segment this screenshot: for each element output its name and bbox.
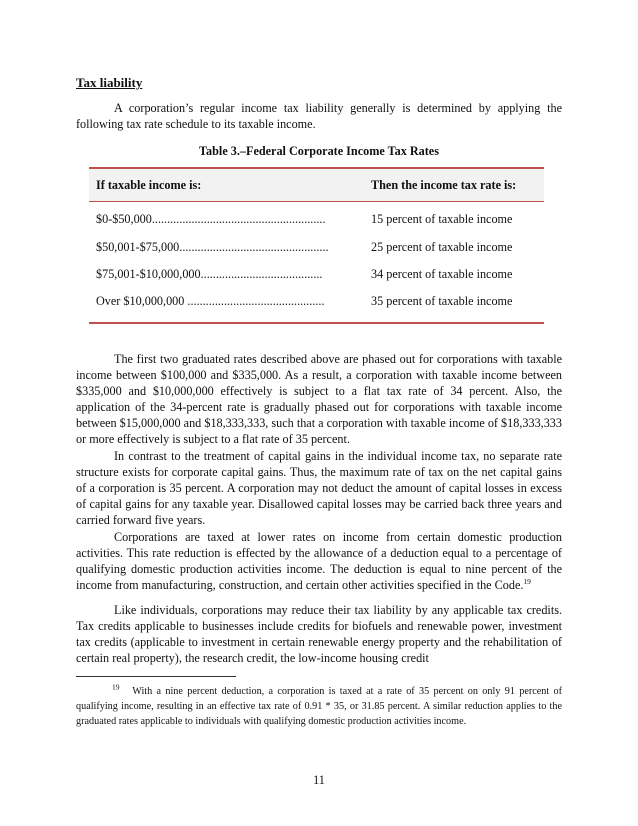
- footnote-separator: [76, 676, 236, 677]
- table-title: Table 3.–Federal Corporate Income Tax Rates: [199, 144, 439, 158]
- footnote-text: With a nine percent deduction, a corporation is taxed at a rate of 35 percent on only 91 percent of qualifying income, resulting in an effective tax rate of 0.91 * 35, or 31.85 percent. A similar reduction applies to the graduated rates applicable to individuals with qualifying domestic production activities income.: [76, 686, 562, 728]
- section-heading: Tax liability: [76, 75, 143, 90]
- footnote-reference[interactable]: 19: [523, 577, 531, 587]
- income-bracket: $50,001-$75,000.................................................: [96, 240, 329, 254]
- table-row: [96, 267, 526, 283]
- footnote: [76, 684, 562, 730]
- footnote-marker: 19: [112, 682, 120, 692]
- paragraph-text: Corporations are taxed at lower rates on income from certain domestic production activities. This rate reduction is effected by the allowance of a deduction equal to a percentage of qualifying domestic production activities income. The deduction is equal to nine percent of the income from manufacturing, construction, and certain other activities specified in the Code.: [76, 530, 562, 593]
- table-bottom-rule: [89, 322, 544, 324]
- body-paragraph: The first two graduated rates described above are phased out for corporations with taxable income between $100,000 and $335,000. As a result, a corporation with taxable income between $335,000 and $10,000,000 effectively is subject to a flat tax rate of 34 percent. Also, the application of the 34-percent rate is gradually phased out for corporations with taxable income between $15,000,000 and $18,333,333, such that a corporation with taxable income of $18,333,333 or more effectively is subject to a flat rate of 35 percent.: [76, 352, 562, 447]
- body-paragraph: Like individuals, corporations may reduce their tax liability by any applicable tax credits. Tax credits applicable to businesses include credits for biofuels and renewable power, investment tax credits (applicable to investment in certain renewable energy property and the rehabilitation of certain real property), the research credit, the low-income housing credit: [76, 603, 562, 666]
- tax-rate: 15 percent of taxable income: [371, 212, 513, 226]
- table-row: [96, 240, 526, 256]
- income-bracket: Over $10,000,000 .............................................: [96, 294, 325, 308]
- table-header-rate: Then the income tax rate is:: [371, 178, 517, 192]
- income-bracket: $0-$50,000.........................................................: [96, 212, 326, 226]
- body-paragraph: [76, 529, 562, 593]
- tax-rate: 25 percent of taxable income: [371, 240, 513, 254]
- intro-paragraph: A corporation’s regular income tax liability generally is determined by applying the following tax rate schedule to its taxable income.: [76, 101, 562, 132]
- table-row: [96, 212, 526, 228]
- table-header-income: If taxable income is:: [96, 178, 202, 192]
- page-number: 11: [313, 773, 325, 787]
- table-row: [96, 294, 526, 310]
- tax-rate: 35 percent of taxable income: [371, 294, 513, 308]
- tax-rate: 34 percent of taxable income: [371, 267, 513, 281]
- body-paragraph: In contrast to the treatment of capital gains in the individual income tax, no separate rate structure exists for corporate capital gains. Thus, the maximum rate of tax on the net capital gains of a corporation is 35 percent. A corporation may not deduct the amount of capital losses in excess of capital gains for any taxable year. Disallowed capital losses may be carried back three years and carried forward five years.: [76, 449, 562, 528]
- income-bracket: $75,001-$10,000,000........................................: [96, 267, 323, 281]
